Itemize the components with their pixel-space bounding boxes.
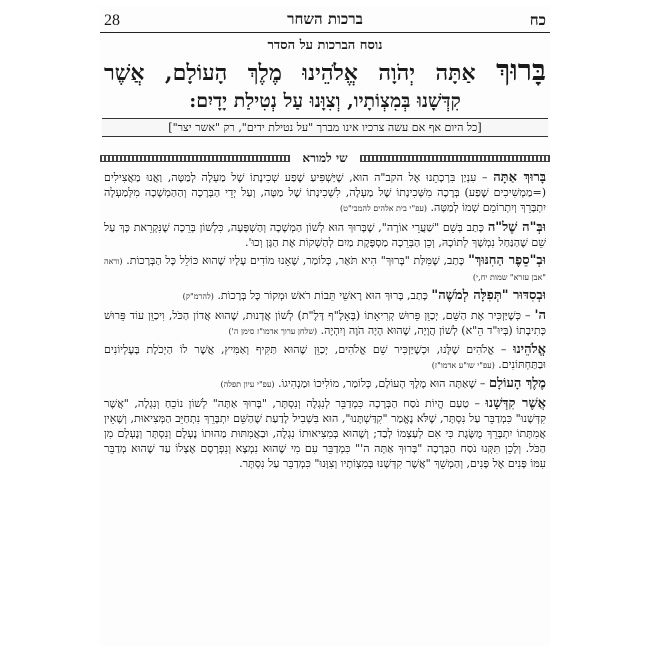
paragraph-text: – כְּשֶׁיַּזְכִּיר אֶת הַשֵּׁם, יְכַוֵּן פֵּרוּשׁ קְרִיאָתוֹ (בְּאָלֶ"ף דָּלֶ"ת) לְשׁוֹן אֲדְנוּת, שֶׁהוּא אֲדוֹן הַכֹּל, וִיכַוֵּן עוֹד פֵּרוּשׁ כְּתִיבָתוֹ (בְּיוּ"ד הֵ"א) לְשׁוֹן הֲוָיָה, שֶׁהוּא הָיָה הֹוֶה וְיִהְיֶה. <box>104 308 546 337</box>
paragraph-text: – אֱלֹהִים שֶׁלָּנוּ, וּכְשֶׁיַּזְכִּיר שֵׁם אֱלֹהִים, יְכַוֵּן שֶׁהוּא תַּקִּיף וְאַמִּיץ, אֲשֶׁר לוֹ הַיְכֹלֶת בָּעֶלְיוֹנִים וּבַתַּחְתּוֹנִים. <box>104 343 546 372</box>
commentary-paragraph <box>104 220 546 250</box>
paragraph-lemma: מֶלֶךְ הָעוֹלָם <box>488 376 546 392</box>
commentary-paragraph <box>104 308 546 339</box>
page-letters: כח <box>529 11 546 29</box>
page-header <box>100 6 550 33</box>
commentary-paragraph <box>104 342 546 373</box>
commentary-paragraph <box>104 253 546 285</box>
commentary <box>104 170 546 472</box>
commentary-title: שי למורא <box>302 151 348 165</box>
commentary-paragraph <box>104 396 546 472</box>
paragraph-lemma: וּבְּ"ה שֶׁל"ה <box>487 219 546 235</box>
commentary-paragraph <box>104 376 546 392</box>
paragraph-source: (עפ"י בית אלהים להמבי"ט) <box>340 204 428 214</box>
paragraph-text: כָּתַב, שֶׁמִּלַּת "בָּרוּךְ" הִיא תֹּאַר, כְּלוֹמַר, שֶׁאָנוּ מוֹדִים עָלָיו שֶׁהוּא כּוֹלֵל כָּל הַבְּרָכוֹת. <box>122 254 469 268</box>
commentary-paragraph <box>104 170 546 217</box>
subtitle: נוסח הברכות על הסדר <box>267 38 383 53</box>
paragraph-lemma: ה' <box>534 307 547 323</box>
ornament-rule-right <box>360 155 550 162</box>
commentary-paragraph <box>104 288 546 304</box>
paragraph-lemma: בָּרוּךְ אַתָּה <box>493 170 546 185</box>
paragraph-source: (עפ"י שו"ע אדמו"ז) <box>431 361 495 371</box>
paragraph-source: (עפ"י עיון תפלה) <box>220 380 275 390</box>
ornament-rule-left <box>100 155 290 162</box>
paragraph-text: – טַעַם הֱיוֹת נֹסַח הַבְּרָכָה כִּמְדַבֵּר לְנִגְלֶה וְנִסְתָּר, "בָּרוּךְ אַתָּה" לְשׁוֹן נוֹכֵחַ וְנִגְלֶה, "אֲשֶׁר קִדְּשָׁנוּ" כִּמְדַבֵּר עַל נִסְתָּר, שֶׁלֹּא נֶאֱמַר "קִדַּשְׁתָּנוּ", הוּא בִּשְׁבִיל לָדַעַת שֶׁהַשֵּׁם יִתְבָּרֵךְ נִתְחַיֵּב הַמְּצִיאוּת, וְשֶׁאֵין אֲמִתָּתוֹ יִתְבָּרֵךְ מֻשֶּׂגֶת כִּי אִם לְעַצְמוֹ לְבַד; וְשֶׁהוּא בְּמִצִיאוּתוֹ נִגְלֶה, וּבַאֲמִתּוּת מַהוּתוֹ נֶעְלָם וְנִסְתָּר וְנֶעְלָם מִן הַכֹּל. וְלָכֵן תִּקְּנוּ נֹסַח הַבְּרָכָה "בָּרוּךְ אַתָּה ה'" כִּמְדַבֵּר עִם מִי שֶׁהוּא נִמְצָא וְנִפְרָסָם אֶצְלוֹ עַד שֶׁהוּא מְדַבֵּר עִמּוֹ פָּנִים אֶל פָּנִים, וְהַמְשֵׁךְ "אֲשֶׁר קִדְּשָׁנוּ בְּמִצְוֹתָיו וְצִוָּנוּ" כִּמְדַבֵּר עַל נִסְתָּר. <box>104 396 546 471</box>
blessing-opening-word: בָּרוּךְ <box>496 53 546 87</box>
paragraph-text: כָּתַב, בָּרוּךְ הוּא רָאשֵׁי תֵּבוֹת רֹאשׁ וּמְקוֹר כָּל בְּרָכוֹת. <box>213 289 432 303</box>
paragraph-lemma: אֱלֹהֵינוּ <box>513 342 546 358</box>
blessing-line-2: קִדְּשָׁנוּ בְּמִצְוֹתָיו, וְצִוָּנוּ עַל נְטִילַת יָדָיִם: <box>189 90 461 112</box>
paragraph-source: (וראה "אבן עזרא" שמות יח,י) <box>104 257 546 283</box>
blessing-text <box>104 55 546 114</box>
page-number: 28 <box>104 12 120 29</box>
commentary-divider <box>100 151 550 166</box>
halacha-note: [כל היום אף אם עשה צרכיו אינו מברך "על נטילת ידים", רק "אשר יצר"] <box>102 118 548 137</box>
blessing-line-1: אַתָּה יְהֹוָה אֱלֹהֵינוּ מֶלֶךְ הָעוֹלָם, אֲשֶׁר <box>104 60 476 86</box>
paragraph-lemma: וּבְ"סֵפֶר הַחִנּוּךְ" <box>468 253 546 269</box>
section-title: ברכות השחר <box>287 10 363 28</box>
prayer-book-page <box>100 6 550 646</box>
paragraph-text: – שֶׁאַתָּה הוּא מֶלֶךְ הָעוֹלָם, כְּלוֹמַר, מוֹלִיכוֹ וּמַנְהִיגוֹ. <box>274 377 489 391</box>
paragraph-lemma: אֲשֶׁר קִדְּשָׁנוּ <box>485 395 546 411</box>
paragraph-source: (שלחן ערוך אדמו"ז סימן ה') <box>228 326 318 336</box>
paragraph-text: – עִנְיַן בִּרְכָתֵנוּ אֶל הקב"ה הוּא, שֶׁיַּשְׁפִּיעַ שֶׁפַע שְׁכִינָתוֹ שֶׁל מַעְלָה לְמַטָּה, וַאֲנוּ מַאֲצִילִים (=מַמְשִׁיכִים שֶׁפַע) בְּרָכָה מִשְּׁכִינָתוֹ שֶׁל מַעְלָה, לִשְׁכִינָתוֹ שֶׁל מַטָּה, וְעַל יְדֵי הַבְּרָכָה וְהַהַמְשָׁכָה מִלְּמַעְלָה יִתְבָּרֵךְ וְיִתְרוֹמֵם שְׁמוֹ לְמַטָּה. <box>104 171 546 215</box>
paragraph-lemma: וּבְסִדּוּר "תְּפִלָּה לְמֹשֶׁה" <box>431 288 546 304</box>
paragraph-text: כָּתַב בְּשֵׁם "שַׁעֲרֵי אוֹרָה", שֶׁבָּרוּךְ הוּא לְשׁוֹן הַמְשָׁכָה וְהַשְׁפָּעָה, כִּלְשׁוֹן בְּרֵכָה שֶׁנִּקְרֵאת כָּךְ עַל שֵׁם שֶׁהַנַּחַל נִמְשָׁךְ לְתוֹכָהּ, וְכֵן הַבְּרֵכָה מַסְפֶּקֶת מַיִם לְהַשְׁקוֹת אֶת הַגָּן וְכוּ'. <box>104 220 546 249</box>
paragraph-source: (להרמ"ק) <box>182 292 214 302</box>
